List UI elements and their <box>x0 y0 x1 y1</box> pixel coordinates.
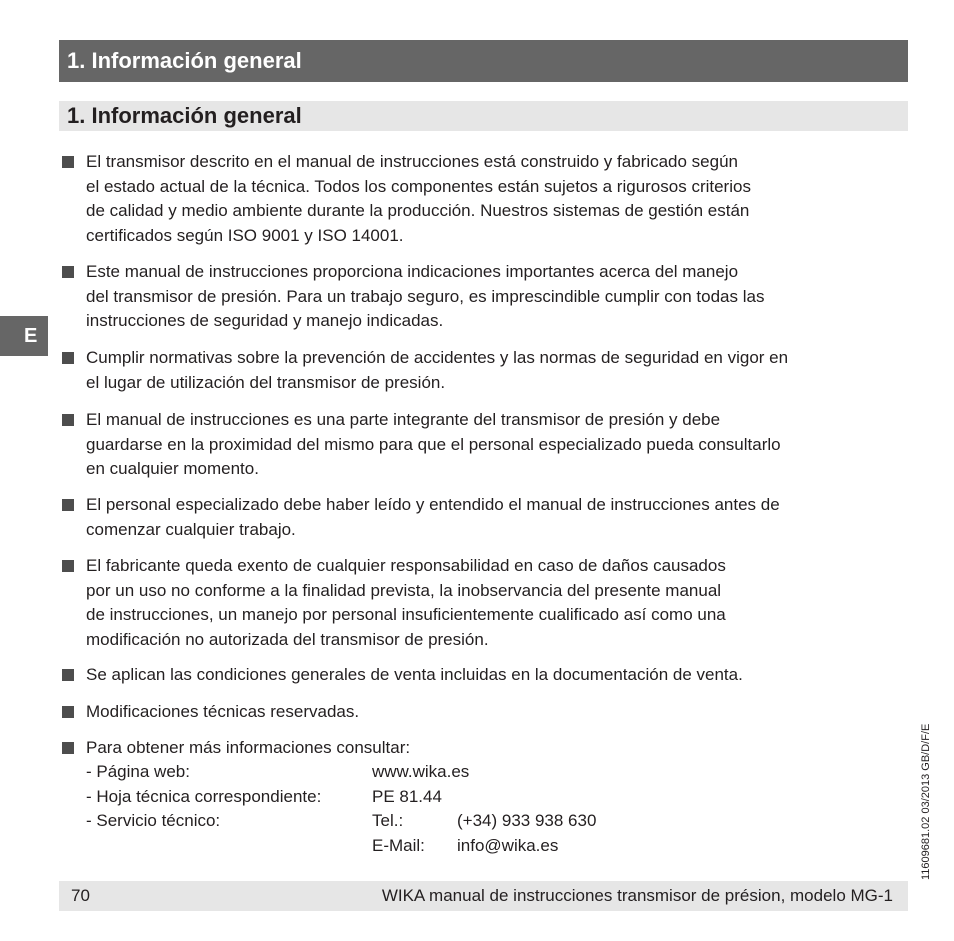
chapter-title: 1. Información general <box>67 48 302 73</box>
bullet-square-icon <box>62 352 74 364</box>
bullet-square-icon <box>62 706 74 718</box>
section-title: 1. Información general <box>67 103 302 128</box>
bullet-square-icon <box>62 156 74 168</box>
footer-title: WIKA manual de instrucciones transmisor de présion, modelo MG-1 <box>381 886 893 905</box>
page-footer <box>59 881 908 911</box>
bullet-square-icon <box>62 742 74 754</box>
bullet-square-icon <box>62 266 74 278</box>
contact-row-datasheet <box>86 785 686 810</box>
bullet-square-icon <box>62 414 74 426</box>
document-code: 11609681.02 03/2013 GB/D/F/E <box>920 723 932 880</box>
datasheet-value: PE 81.44 <box>372 786 442 806</box>
list-item <box>62 493 902 542</box>
list-item-text: Se aplican las condiciones generales de venta incluidas en la documentación de venta. <box>86 665 743 684</box>
email-value: info@wika.es <box>457 835 559 855</box>
list-item <box>62 408 902 482</box>
chapter-header <box>59 40 908 82</box>
list-item <box>62 260 902 334</box>
list-item-text: El manual de instrucciones es una parte integrante del transmisor de presión y debe guardarse en la proximidad del mismo para que el personal especializado pueda consultarlo en cualquier momento. <box>86 410 781 478</box>
tel-label: Tel.: <box>372 811 404 830</box>
list-item-text: El transmisor descrito en el manual de instrucciones está construido y fabricado según el estado actual de la técnica. Todos los componentes están sujetos a rigurosos criterios de calidad y medio ambiente durante la producción. Nuestros sistemas de gestión están certificados según ISO 9001 y ISO 14001. <box>86 152 751 245</box>
bullet-square-icon <box>62 560 74 572</box>
list-item-text: El personal especializado debe haber leído y entendido el manual de instrucciones antes de comenzar cualquier trabajo. <box>86 495 780 539</box>
list-item-text: Para obtener más informaciones consultar: <box>86 738 411 757</box>
bullet-square-icon <box>62 499 74 511</box>
list-item-text: Modificaciones técnicas reservadas. <box>86 702 360 721</box>
contact-row-web <box>86 760 686 785</box>
list-item-text: Este manual de instrucciones proporciona indicaciones importantes acerca del manejo del transmisor de presión. Para un trabajo seguro, es imprescindible cumplir con todas las instrucciones de seguridad y manejo indicadas. <box>86 262 765 330</box>
list-item <box>62 736 902 761</box>
language-tab-label: E <box>24 325 38 347</box>
list-item <box>62 150 902 248</box>
contact-table <box>86 760 686 858</box>
list-item <box>62 663 902 688</box>
web-value: www.wika.es <box>372 762 470 781</box>
list-item <box>62 554 902 652</box>
list-item-text: El fabricante queda exento de cualquier responsabilidad en caso de daños causados por un uso no conforme a la finalidad prevista, la inobservancia del presente manual de instrucciones, un manejo por personal insuficientemente cualificado así como una modificación no autorizada del transmisor de presión. <box>86 556 726 649</box>
section-header <box>59 101 908 131</box>
list-item <box>62 700 902 725</box>
web-label: - Página web: <box>86 762 190 781</box>
datasheet-label: - Hoja técnica correspondiente: <box>86 786 322 806</box>
email-label: E-Mail: <box>372 835 425 855</box>
list-item-text: Cumplir normativas sobre la prevención de accidentes y las normas de seguridad en vigor en el lugar de utilización del transmisor de presión. <box>86 348 789 392</box>
service-label: - Servicio técnico: <box>86 811 221 830</box>
contact-row-service <box>86 809 686 834</box>
language-tab <box>0 316 48 356</box>
list-item <box>62 346 902 395</box>
contact-row-email <box>86 834 686 859</box>
tel-value: (+34) 933 938 630 <box>457 811 597 830</box>
bullet-square-icon <box>62 669 74 681</box>
page-number: 70 <box>71 886 90 905</box>
